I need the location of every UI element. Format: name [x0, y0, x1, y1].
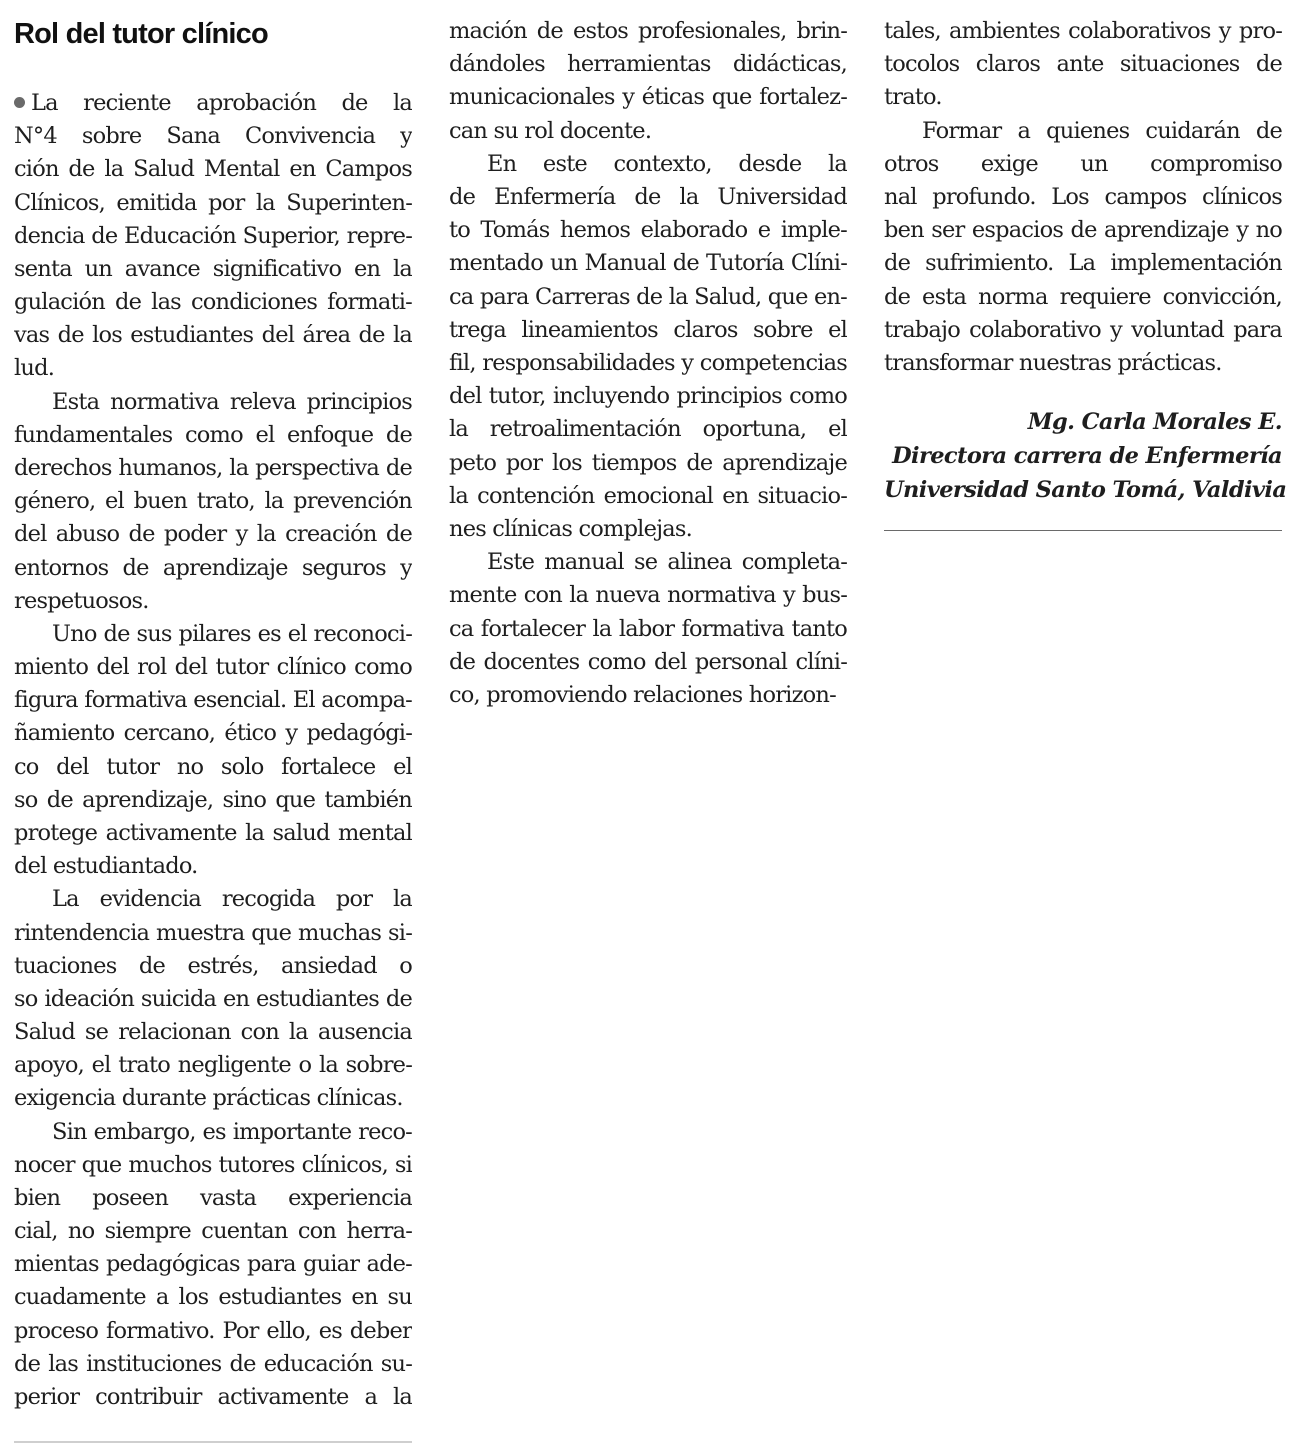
text-line: Sin embargo, es importante reco- — [52, 1118, 412, 1145]
text-line: Uno de sus pilares es el reconoci- — [52, 620, 412, 647]
signature-divider — [884, 530, 1282, 531]
signature-line: Directora carrera de Enfermería — [892, 443, 1282, 469]
bullet-icon — [14, 97, 25, 108]
text-line: N°4 sobre Sana Convivencia y — [14, 123, 412, 150]
text-line: tales, ambientes colaborativos y pro- — [884, 18, 1282, 44]
text-line: En este contexto, desde la — [487, 150, 847, 177]
text-line: rintendencia muestra que muchas si- — [14, 919, 412, 946]
text-line: tocolos claros ante situaciones de — [884, 51, 1282, 78]
text-line: proceso formativo. Por ello, es deber — [14, 1317, 412, 1344]
text-line: perior contribuir activamente a la — [14, 1384, 412, 1411]
text-line: dencia de Educación Superior, repre- — [14, 222, 412, 249]
text-line: trega lineamientos claros sobre el — [449, 316, 847, 343]
text-line: apoyo, el trato negligente o la sobre- — [14, 1052, 412, 1079]
text-line: trabajo colaborativo y voluntad para — [884, 316, 1282, 343]
text-line: del abuso de poder y la creación de — [14, 521, 412, 548]
text-line: derechos humanos, la perspectiva de — [14, 454, 412, 481]
text-line: tuaciones de estrés, ansiedad o — [14, 952, 412, 979]
text-line: La evidencia recogida por la — [52, 886, 412, 913]
text-line: mentado un Manual de Tutoría Clíni- — [449, 250, 847, 277]
text-line: miento del rol del tutor clínico como — [14, 654, 412, 681]
text-line: mación de estos profesionales, brin- — [449, 18, 847, 44]
text-line: exigencia durante prácticas clínicas. — [14, 1085, 403, 1112]
text-line: La reciente aprobación de la — [14, 87, 412, 120]
text-line: otros exige un compromiso — [884, 150, 1282, 177]
text-line: Clínicos, emitida por la Superinten- — [14, 189, 412, 216]
text-line: municacionales y éticas que fortalez- — [449, 84, 847, 111]
text-line: de las instituciones de educación su- — [14, 1350, 412, 1377]
text-line: lud. — [14, 355, 55, 382]
text-line: fil, responsabilidades y competencias — [449, 350, 847, 376]
text-line: transformar nuestras prácticas. — [884, 350, 1222, 376]
text-line: ción de la Salud Mental en Campos — [14, 156, 412, 183]
bottom-divider — [14, 1441, 412, 1443]
headline: Rol del tutor clínico — [14, 18, 268, 50]
text-line: del tutor, incluyendo principios como — [449, 383, 847, 410]
text-line: del estudiantado. — [14, 853, 198, 880]
text-line: entornos de aprendizaje seguros y — [14, 554, 412, 581]
text-line: Salud se relacionan con la ausencia — [14, 1019, 412, 1046]
text-line: protege activamente la salud mental — [14, 819, 412, 846]
signature-line: Mg. Carla Morales E. — [1027, 409, 1282, 435]
text-line: cuadamente a los estudiantes en su — [14, 1284, 412, 1311]
text-line: mientas pedagógicas para guiar ade- — [14, 1251, 412, 1278]
text-line: co del tutor no solo fortalece el — [14, 753, 412, 780]
text-line: Formar a quienes cuidarán de — [922, 117, 1282, 144]
text-line: nocer que muchos tutores clínicos, si — [14, 1151, 412, 1178]
text-line: ñamiento cercano, ético y pedagógi- — [14, 720, 412, 747]
text-line: vas de los estudiantes del área de la — [14, 322, 412, 349]
text-line: de esta norma requiere convicción, — [884, 283, 1282, 310]
text-line: dándoles herramientas didácticas, — [449, 51, 847, 78]
signature-line: Universidad Santo Tomá, Valdivia — [884, 477, 1287, 503]
text-line: la retroalimentación oportuna, el — [449, 416, 847, 443]
text-line: peto por los tiempos de aprendizaje — [449, 449, 847, 476]
text-line: gulación de las condiciones formati- — [14, 289, 412, 316]
text-line: de docentes como del personal clíni- — [449, 648, 847, 675]
text-line: ca para Carreras de la Salud, que en- — [449, 283, 847, 310]
text-line: nal profundo. Los campos clínicos — [884, 184, 1282, 210]
text-line: figura formativa esencial. El acompa- — [14, 687, 412, 714]
text-line: de Enfermería de la Universidad — [449, 184, 847, 210]
text-line: co, promoviendo relaciones horizon- — [449, 682, 836, 708]
text-line: Esta normativa releva principios — [52, 388, 412, 415]
text-line: la contención emocional en situacio- — [449, 482, 847, 509]
text-line: so ideación suicida en estudiantes de — [14, 985, 412, 1012]
text-line: ben ser espacios de aprendizaje y no — [884, 217, 1282, 244]
text-line: bien poseen vasta experiencia — [14, 1184, 412, 1211]
text-line: de sufrimiento. La implementación — [884, 250, 1282, 277]
text-line: to Tomás hemos elaborado e imple- — [449, 217, 847, 244]
text-line: fundamentales como el enfoque de — [14, 421, 412, 448]
text-line: senta un avance significativo en la — [14, 255, 412, 282]
text-line: nes clínicas complejas. — [449, 516, 692, 542]
text-line: Este manual se alinea completa- — [487, 549, 847, 576]
text-line: género, el buen trato, la prevención — [14, 488, 412, 515]
text-line: respetuosos. — [14, 587, 149, 614]
text-line: can su rol docente. — [449, 117, 652, 144]
text-line: mente con la nueva normativa y bus- — [449, 582, 847, 609]
text-line: cial, no siempre cuentan con herra- — [14, 1218, 412, 1245]
text-line: ca fortalecer la labor formativa tanto — [449, 615, 847, 642]
text-line: so de aprendizaje, sino que también — [14, 786, 412, 813]
text-line: trato. — [884, 84, 942, 111]
